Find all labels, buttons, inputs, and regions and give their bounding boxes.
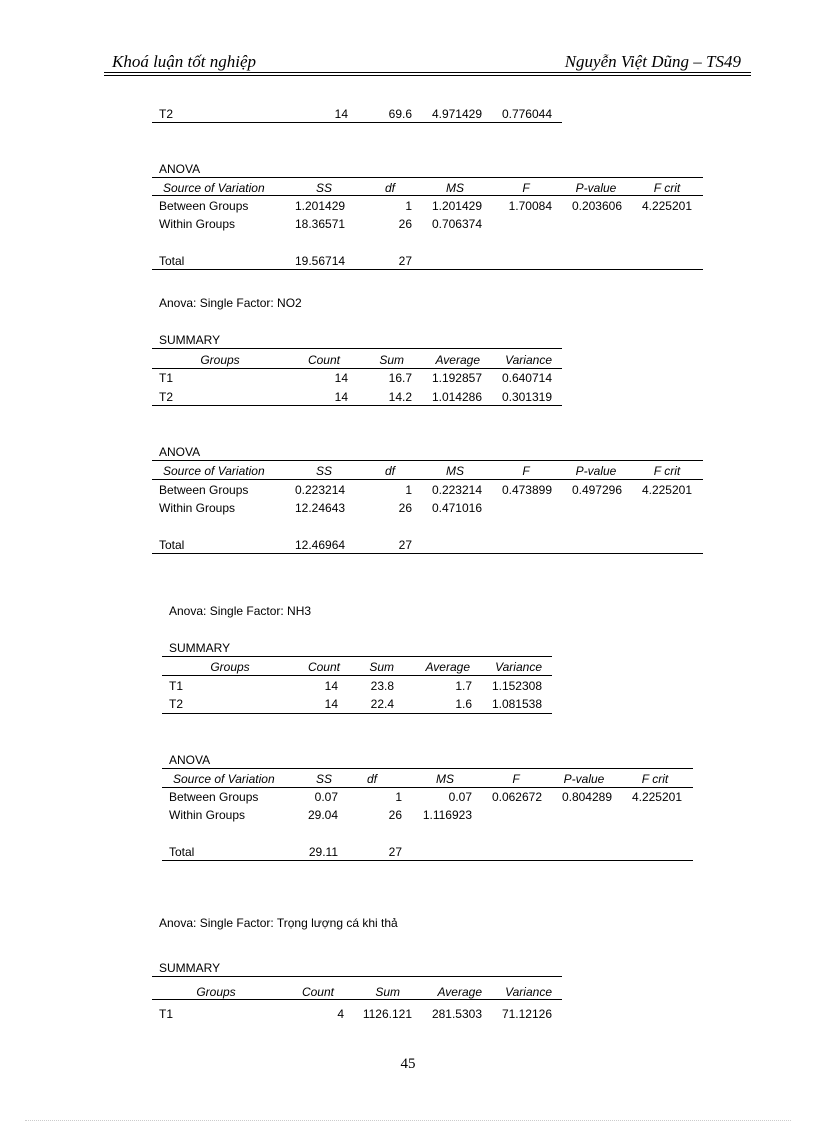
- df-cell: 1: [405, 483, 412, 497]
- table-rule: [152, 348, 562, 349]
- average-cell: 1.192857: [431, 371, 482, 385]
- header-cell: F crit: [653, 464, 681, 478]
- header-cell: df: [384, 464, 395, 478]
- header-cell: Sum: [375, 985, 400, 999]
- table-rule: [152, 269, 703, 270]
- sum-cell: 14.2: [388, 390, 412, 404]
- header-cell: F: [512, 772, 520, 786]
- variance-cell: 0.301319: [501, 390, 552, 404]
- fcrit-cell: 4.225201: [641, 483, 692, 497]
- table-rule: [152, 976, 562, 977]
- source-cell: Between Groups: [159, 199, 249, 213]
- header-cell: Groups: [210, 660, 250, 674]
- page-header: [104, 52, 751, 72]
- header-cell: F crit: [641, 772, 669, 786]
- header-cell: F: [522, 464, 530, 478]
- table-rule: [162, 713, 552, 714]
- header-cell: Count: [307, 660, 340, 674]
- ms-cell: 0.706374: [431, 217, 482, 231]
- count-cell: 14: [334, 371, 348, 385]
- group-cell: T2: [169, 697, 184, 711]
- ss-cell: 29.11: [308, 845, 338, 859]
- header-cell: Count: [307, 353, 340, 367]
- count-cell: 14: [334, 390, 348, 404]
- table-rule: [152, 553, 703, 554]
- table-rule: [162, 787, 693, 788]
- section-title-nh3: Anova: Single Factor: NH3: [169, 604, 312, 618]
- df-cell: 26: [398, 501, 412, 515]
- ms-cell: 0.471016: [431, 501, 482, 515]
- header-cell: Variance: [505, 353, 552, 367]
- variance-cell: 1.152308: [491, 679, 542, 693]
- header-cell: Source of Variation: [163, 464, 265, 478]
- table-rule: [152, 405, 562, 406]
- average-cell: 1.7: [455, 679, 472, 693]
- header-cell: P-value: [563, 772, 605, 786]
- table-rule: [152, 479, 703, 480]
- header-cell: Count: [301, 985, 334, 999]
- fcrit-cell: 4.225201: [641, 199, 692, 213]
- header-cell: df: [366, 772, 377, 786]
- header-cell: Average: [437, 985, 482, 999]
- variance-cell: 71.12126: [501, 1007, 552, 1021]
- source-cell: Total: [159, 538, 185, 552]
- header-cell: Source of Variation: [163, 181, 265, 195]
- ss-cell: 12.24643: [295, 501, 346, 515]
- df-cell: 27: [398, 254, 412, 268]
- count-cell: 14: [334, 107, 348, 121]
- count-cell: 14: [324, 679, 338, 693]
- sum-cell: 69.6: [388, 107, 412, 121]
- header-cell: Groups: [196, 985, 236, 999]
- summary-label: SUMMARY: [169, 641, 231, 655]
- variance-cell: 0.776044: [501, 107, 552, 121]
- ms-cell: 1.116923: [422, 808, 472, 822]
- table-rule: [152, 999, 562, 1000]
- average-cell: 1.6: [455, 697, 472, 711]
- average-cell: 4.971429: [431, 107, 482, 121]
- group-cell: T1: [159, 371, 174, 385]
- table-rule: [162, 675, 552, 676]
- header-cell: P-value: [575, 464, 617, 478]
- header-cell: Average: [425, 660, 470, 674]
- source-cell: Within Groups: [169, 808, 246, 822]
- group-cell: T2: [159, 390, 174, 404]
- pvalue-cell: 0.804289: [561, 790, 612, 804]
- table-rule: [152, 368, 562, 369]
- ms-cell: 0.223214: [431, 483, 482, 497]
- variance-cell: 1.081538: [491, 697, 542, 711]
- header-cell: Sum: [369, 660, 394, 674]
- ss-cell: 12.46964: [295, 538, 346, 552]
- source-cell: Between Groups: [159, 483, 249, 497]
- header-cell: Groups: [200, 353, 240, 367]
- header-cell: Source of Variation: [173, 772, 275, 786]
- summary-label: SUMMARY: [159, 961, 221, 975]
- fcrit-cell: 4.225201: [631, 790, 682, 804]
- header-left-title: Khoá luận tốt nghiệp: [112, 52, 257, 71]
- group-cell: T2: [159, 107, 174, 121]
- source-cell: Within Groups: [159, 217, 236, 231]
- table-rule: [152, 122, 562, 123]
- f-cell: 0.062672: [491, 790, 542, 804]
- ss-cell: 18.36571: [295, 217, 346, 231]
- source-cell: Total: [159, 254, 185, 268]
- count-cell: 4: [337, 1007, 344, 1021]
- ss-cell: 1.201429: [295, 199, 346, 213]
- group-cell: T1: [159, 1007, 174, 1021]
- f-cell: 0.473899: [501, 483, 552, 497]
- table-rule: [162, 768, 693, 769]
- page-number: 45: [400, 1056, 416, 1072]
- header-cell: Variance: [495, 660, 542, 674]
- count-cell: 14: [324, 697, 338, 711]
- source-cell: Between Groups: [169, 790, 259, 804]
- pvalue-cell: 0.497296: [571, 483, 622, 497]
- header-cell: F: [522, 181, 530, 195]
- header-cell: Sum: [379, 353, 404, 367]
- table-rule: [152, 195, 703, 196]
- ss-cell: 19.56714: [295, 254, 346, 268]
- header-rule-double: [104, 75, 751, 76]
- average-cell: 281.5303: [431, 1007, 482, 1021]
- ms-cell: 0.07: [448, 790, 472, 804]
- header-cell: df: [384, 181, 395, 195]
- anova-label: ANOVA: [169, 753, 211, 767]
- page-edge: [25, 1120, 791, 1121]
- header-right-author: Nguyễn Việt Dũng – TS49: [564, 52, 741, 71]
- header-cell: MS: [436, 772, 454, 786]
- sum-cell: 1126.121: [362, 1007, 412, 1021]
- section-title-no2: Anova: Single Factor: NO2: [159, 296, 302, 310]
- table-rule: [152, 460, 703, 461]
- df-cell: 26: [388, 808, 402, 822]
- ss-cell: 29.04: [307, 808, 338, 822]
- sum-cell: 23.8: [370, 679, 394, 693]
- group-cell: T1: [169, 679, 184, 693]
- variance-cell: 0.640714: [501, 371, 552, 385]
- header-cell: Average: [435, 353, 480, 367]
- f-cell: 1.70084: [508, 199, 552, 213]
- sum-cell: 22.4: [370, 697, 394, 711]
- source-cell: Total: [169, 845, 195, 859]
- table-rule: [162, 860, 693, 861]
- header-cell: Variance: [505, 985, 552, 999]
- table-rule: [152, 177, 703, 178]
- sum-cell: 16.7: [388, 371, 412, 385]
- header-cell: SS: [315, 181, 332, 195]
- df-cell: 1: [395, 790, 402, 804]
- anova-label: ANOVA: [159, 445, 201, 459]
- table-rule: [162, 656, 552, 657]
- header-cell: SS: [315, 772, 332, 786]
- header-cell: MS: [446, 464, 464, 478]
- header-cell: MS: [446, 181, 464, 195]
- section-title-weight: Anova: Single Factor: Trọng lượng cá khi thả: [159, 916, 398, 930]
- pvalue-cell: 0.203606: [571, 199, 622, 213]
- average-cell: 1.014286: [431, 390, 482, 404]
- ss-cell: 0.223214: [295, 483, 346, 497]
- summary-label: SUMMARY: [159, 333, 221, 347]
- header-rule: [104, 72, 751, 73]
- anova-label: ANOVA: [159, 162, 201, 176]
- ss-cell: 0.07: [314, 790, 338, 804]
- source-cell: Within Groups: [159, 501, 236, 515]
- header-cell: P-value: [575, 181, 617, 195]
- df-cell: 27: [398, 538, 412, 552]
- df-cell: 1: [405, 199, 412, 213]
- df-cell: 27: [388, 845, 402, 859]
- header-cell: F crit: [653, 181, 681, 195]
- ms-cell: 1.201429: [431, 199, 482, 213]
- df-cell: 26: [398, 217, 412, 231]
- header-cell: SS: [315, 464, 332, 478]
